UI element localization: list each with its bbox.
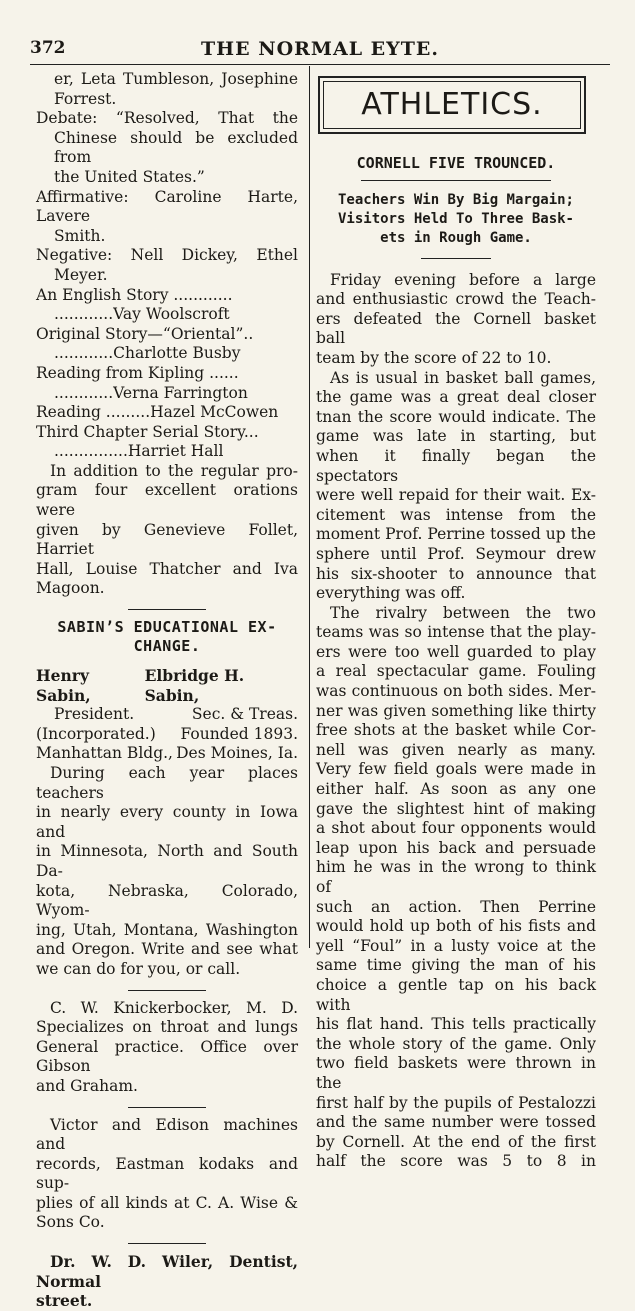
text-line: C. W. Knickerbocker, M. D. — [50, 998, 298, 1017]
wiler-ad — [36, 1252, 298, 1311]
victor-ad — [36, 1116, 298, 1234]
header-rule — [30, 64, 610, 65]
text-line: a shot about four opponents would — [316, 819, 596, 838]
subhead-line: Visitors Held To Three Bask- — [337, 210, 574, 227]
text-line: ner was given something like thirty — [316, 701, 596, 720]
building: Manhattan Bldg., — [36, 744, 173, 763]
text-line: choice a gentle tap on his back with — [316, 975, 596, 1014]
text-line: a real spectacular game. Fouling — [316, 662, 596, 681]
text-line: citement was intense from the — [316, 505, 596, 524]
orations-paragraph — [36, 462, 298, 599]
text-line: plies of all kinds at C. A. Wise & — [36, 1193, 298, 1212]
journal-title: THE NORMAL EYTE. — [201, 38, 439, 60]
text-line: In addition to the regular pro- — [50, 461, 298, 480]
text-line: ers were too well guarded to play — [316, 642, 596, 661]
text-line: and Oregon. Write and see what — [36, 940, 298, 959]
founded: Founded 1893. — [180, 724, 298, 743]
program-line: the United States.” — [54, 167, 205, 186]
sabin-heading — [36, 618, 298, 656]
section-rule — [128, 1243, 206, 1244]
text-line: and the same number were tossed — [316, 1113, 596, 1132]
text-line: ers defeated the Cornell basket ball — [316, 309, 596, 348]
section-rule — [128, 1107, 206, 1108]
sabin-ad — [36, 666, 298, 980]
text-line: his six-shooter to announce that — [316, 564, 596, 583]
text-line: Specializes on throat and lungs — [36, 1018, 298, 1037]
program-line: Negative: Nell Dickey, Ethel — [36, 246, 298, 265]
text-line: moment Prof. Perrine tossed up the — [316, 525, 596, 544]
text-line: was continuous on both sides. Mer- — [316, 682, 596, 701]
text-line: records, Eastman kodaks and sup- — [36, 1154, 298, 1193]
page-number: 372 — [30, 38, 66, 58]
article-subhead — [316, 191, 596, 248]
text-line: Hall, Louise Thatcher and Iva — [36, 559, 298, 578]
text-line: Victor and Edison machines and — [36, 1115, 298, 1154]
program-line: Third Chapter Serial Story... — [36, 422, 259, 441]
program-line: Original Story—“Oriental”.. — [36, 324, 254, 343]
text-line: Dr. W. D. Wiler, Dentist, Normal — [36, 1252, 298, 1291]
text-line: the game was a great deal closer — [316, 388, 596, 407]
program-line: Reading from Kipling ...... — [36, 363, 239, 382]
text-line: free shots at the basket while Cor- — [316, 721, 596, 740]
text-line: half the score was 5 to 8 in — [316, 1152, 596, 1171]
text-line: sphere until Prof. Seymour drew — [316, 544, 596, 563]
text-line: As is usual in basket ball games, — [330, 368, 596, 387]
athletics-title: ATHLETICS. — [323, 81, 581, 129]
text-line: and enthusiastic crowd the Teach- — [316, 290, 596, 309]
text-line: yell “Foul” in a lusty voice at the — [316, 936, 596, 955]
text-line: ing, Utah, Montana, Washington — [36, 920, 298, 939]
sabin-address — [36, 744, 298, 764]
text-line: leap upon his back and persuade — [316, 838, 596, 857]
program-line: ............Verna Farrington — [54, 383, 248, 402]
program-line: An English Story ............ — [36, 285, 233, 304]
text-line: During each year places teachers — [36, 764, 298, 802]
literary-program — [36, 70, 298, 462]
heading-line: SABIN’S EDUCATIONAL EX- — [57, 618, 277, 637]
text-line: nell was given nearly as many. — [316, 740, 596, 759]
text-line: two field baskets were thrown in the — [316, 1054, 596, 1092]
incorporated: (Incorporated.) — [36, 724, 156, 743]
program-line: ...............Harriet Hall — [54, 442, 224, 461]
athletics-banner — [318, 76, 586, 134]
program-line: ............Vay Woolscroft — [54, 305, 230, 324]
heading-line: CHANGE. — [133, 637, 201, 656]
city: Des Moines, Ia. — [176, 744, 298, 763]
text-line: in Minnesota, North and South Da- — [36, 842, 298, 880]
text-line: street. — [36, 1291, 93, 1311]
text-line: we can do for you, or call. — [36, 959, 241, 978]
article-headline: CORNELL FIVE TROUNCED. — [356, 154, 556, 172]
text-line: first half by the pupils of Pestalozzi — [316, 1093, 596, 1112]
text-line: in nearly every county in Iowa and — [36, 803, 298, 841]
program-line: Chinese should be excluded from — [54, 128, 298, 167]
subhead-rule — [421, 258, 491, 259]
text-line: tnan the score would indicate. The — [316, 407, 596, 426]
secretary-role: Sec. & Treas. — [191, 705, 298, 724]
text-line: Friday evening before a large — [330, 270, 596, 289]
subhead-line: ets in Rough Game. — [380, 229, 532, 246]
program-line: Affirmative: Caroline Harte, Lavere — [36, 187, 298, 226]
text-line: the whole story of the game. Only — [316, 1034, 596, 1053]
subhead-line: Teachers Win By Big Margain; — [337, 191, 574, 208]
text-line: everything was off. — [316, 584, 466, 603]
text-line: same time giving the man of his — [316, 956, 596, 975]
sabin-roles — [36, 705, 298, 725]
text-line: and Graham. — [36, 1076, 138, 1095]
program-line: Reading .........Hazel McCowen — [36, 403, 279, 422]
text-line: teams was so intense that the play- — [316, 623, 596, 642]
sabin-incorporation — [36, 725, 298, 745]
program-line: Smith. — [54, 226, 106, 245]
text-line: game was late in starting, but — [316, 427, 596, 446]
text-line: either half. As soon as any one — [316, 780, 596, 799]
sabin-names — [36, 666, 298, 705]
text-line: such an action. Then Perrine — [316, 897, 596, 916]
text-line: were well repaid for their wait. Ex- — [316, 486, 596, 505]
program-line: Debate: “Resolved, That the — [36, 109, 298, 128]
text-line: The rivalry between the two — [330, 603, 596, 622]
section-rule — [128, 609, 206, 610]
president-name: Henry Sabin, — [36, 666, 91, 705]
text-line: gave the slightest hint of making — [316, 799, 596, 818]
text-line: Very few field goals were made in — [316, 760, 596, 779]
text-line: when it finally began the spectators — [316, 446, 596, 485]
text-line: would hold up both of his fists and — [316, 917, 596, 936]
knickerbocker-ad — [36, 999, 298, 1097]
secretary-name: Elbridge H. Sabin, — [144, 666, 245, 705]
article-body — [316, 271, 596, 1172]
page-header — [30, 38, 610, 62]
text-line: General practice. Office over Gibson — [36, 1037, 298, 1076]
column-divider — [309, 66, 310, 948]
text-line: Sons Co. — [36, 1213, 105, 1232]
text-line: by Cornell. At the end of the first — [316, 1132, 596, 1151]
text-line: team by the score of 22 to 10. — [316, 348, 552, 367]
text-line: his flat hand. This tells practically — [316, 1015, 596, 1034]
text-line: given by Genevieve Follet, Harriet — [36, 520, 298, 559]
program-line: Forrest. — [54, 89, 117, 108]
right-column — [316, 70, 596, 1172]
headline-rule — [361, 180, 551, 181]
text-line: him he was in the wrong to think of — [316, 858, 596, 896]
president-role: President. — [54, 705, 135, 724]
text-line: gram four excellent orations were — [36, 481, 298, 520]
left-column — [36, 70, 298, 1311]
program-line: er, Leta Tumbleson, Josephine — [54, 70, 298, 88]
program-line: Meyer. — [54, 265, 108, 284]
program-line: ............Charlotte Busby — [54, 344, 241, 363]
text-line: Magoon. — [36, 579, 105, 598]
text-line: kota, Nebraska, Colorado, Wyom- — [36, 881, 298, 920]
section-rule — [128, 990, 206, 991]
